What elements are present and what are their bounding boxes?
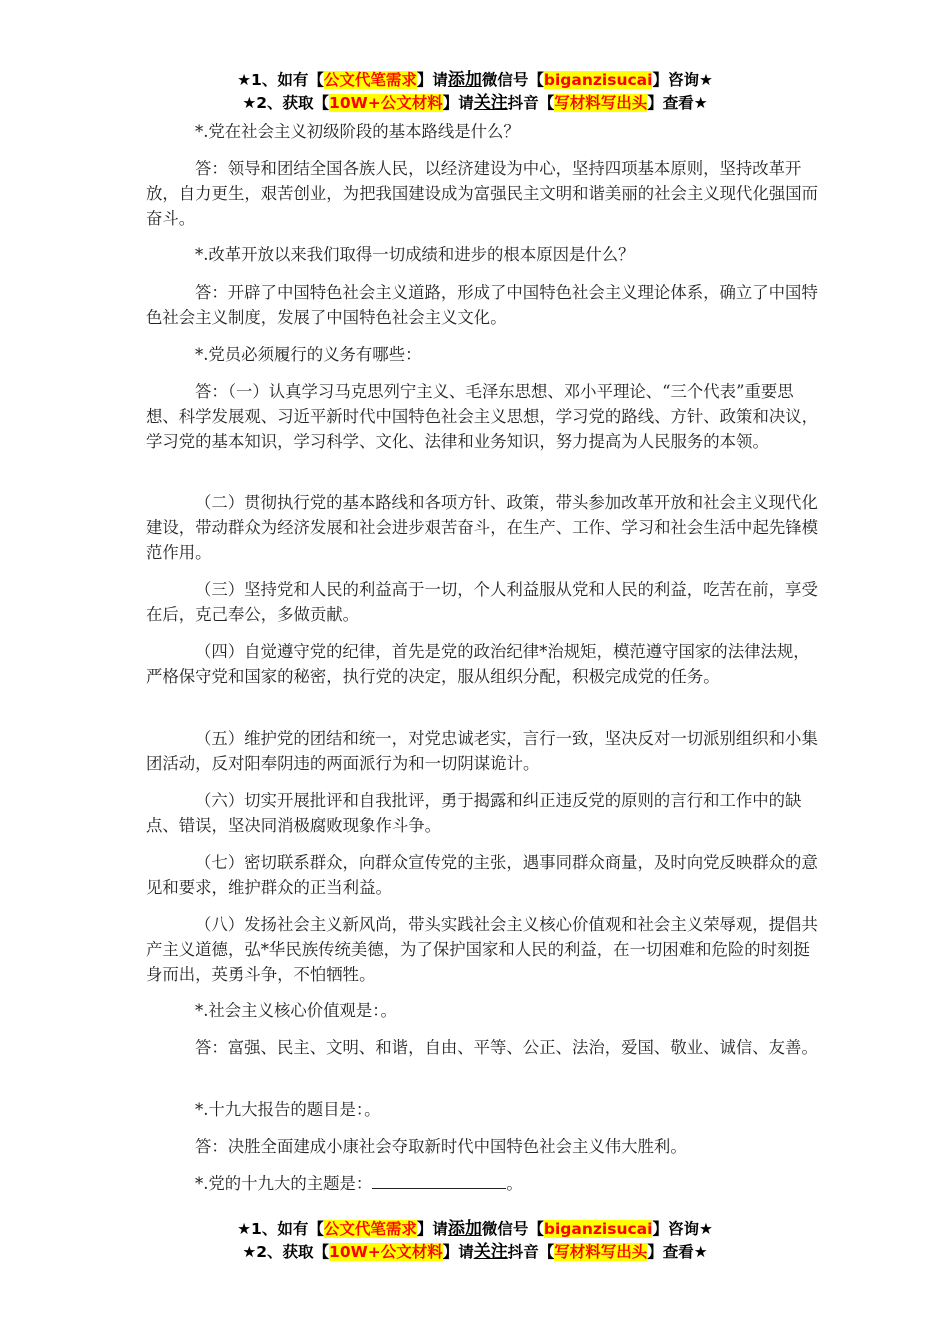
question-paragraph: *.党员必须履行的义务有哪些： (195, 345, 422, 364)
star-icon: ★ (242, 1243, 257, 1261)
question-paragraph: *.改革开放以来我们取得一切成绩和进步的根本原因是什么？ (195, 245, 635, 264)
answer-paragraph: 答：领导和团结全国各族人民，以经济建设为中心，坚持四项基本原则，坚持改革开放，自力更生，艰苦创业，为把我国建设成为富强民主文明和谐美丽的社会主义现代化强国而奋斗。 (146, 159, 819, 228)
highlight-wechat-id: biganzisucai (543, 1220, 653, 1238)
answer-paragraph: 答：开辟了中国特色社会主义道路，形成了中国特色社会主义理论体系，确立了中国特色社会主义制度，发展了中国特色社会主义文化。 (146, 283, 818, 327)
answer-paragraph: 答：富强、民主、文明、和谐，自由、平等、公正、法治，爱国、敬业、诚信、友善。 (195, 1038, 818, 1057)
star-icon: ★ (237, 1220, 252, 1238)
bottom-banner (0, 1218, 950, 1264)
answer-paragraph: 答：（一）认真学习马克思列宁主义、毛泽东思想、邓小平理论、“三个代表”重要思想、科学发展观、习近平新时代中国特色社会主义思想，学习党的路线、方针、政策和决议，学习党的基本知识，学习科学、文化、法律和业务知识，努力提高为人民服务的本领。 (146, 382, 819, 451)
star-icon: ★ (237, 71, 252, 89)
banner-line-1: ★1、如有【公文代笔需求】请添加微信号【biganzisucai】咨询★ (237, 70, 713, 90)
list-paragraph: （七）密切联系群众，向群众宣传党的主张，遇事同群众商量，及时向党反映群众的意见和要求，维护群众的正当利益。 (146, 853, 818, 897)
highlight-service: 公文代笔需求 (323, 71, 417, 89)
highlight-douyin: 写材料写出头 (554, 94, 648, 112)
banner-line-2: ★2、获取【10W+公文材料】请关注抖音【写材料写出头】查看★ (242, 93, 708, 113)
list-paragraph: （六）切实开展批评和自我批评，勇于揭露和纠正违反党的原则的言行和工作中的缺点、错误，坚决同消极腐败现象作斗争。 (146, 791, 802, 835)
top-banner (0, 69, 950, 115)
banner-line-1: ★1、如有【公文代笔需求】请添加微信号【biganzisucai】咨询★ (237, 1219, 713, 1239)
list-paragraph: （五）维护党的团结和统一，对党忠诚老实，言行一致，坚决反对一切派别组织和小集团活动，反对阳奉阴违的两面派行为和一切阴谋诡计。 (146, 729, 818, 773)
highlight-douyin: 写材料写出头 (554, 1243, 648, 1261)
highlight-materials: 10W+公文材料 (329, 1243, 443, 1261)
list-paragraph: （二）贯彻执行党的基本路线和各项方针、政策，带头参加改革开放和社会主义现代化建设，带动群众为经济发展和社会进步艰苦奋斗，在生产、工作、学习和社会生活中起先锋模范作用。 (146, 493, 819, 562)
question-paragraph: *.社会主义核心价值观是：。 (195, 1001, 397, 1020)
banner-line-2: ★2、获取【10W+公文材料】请关注抖音【写材料写出头】查看★ (242, 1242, 708, 1262)
question-paragraph: *.党的十九大的主题是： 。 (195, 1174, 523, 1193)
list-paragraph: （四）自觉遵守党的纪律，首先是党的政治纪律*治规矩，模范遵守国家的法律法规，严格保守党和国家的秘密，执行党的决定，服从组织分配，积极完成党的任务。 (146, 642, 810, 686)
list-paragraph: （八）发扬社会主义新风尚，带头实践社会主义核心价值观和社会主义荣辱观，提倡共产主义道德，弘*华民族传统美德，为了保护国家和人民的利益，在一切困难和危险的时刻挺身而出，英勇斗争，不怕牺牲。 (146, 915, 818, 984)
star-icon: ★ (242, 94, 257, 112)
question-paragraph: *.十九大报告的题目是：。 (195, 1100, 381, 1119)
question-paragraph: *.党在社会主义初级阶段的基本路线是什么？ (195, 122, 520, 141)
highlight-wechat-id: biganzisucai (543, 71, 653, 89)
highlight-materials: 10W+公文材料 (329, 94, 443, 112)
answer-paragraph: 答：决胜全面建成小康社会夺取新时代中国特色社会主义伟大胜利。 (195, 1137, 687, 1156)
fill-in-blank (372, 1172, 506, 1189)
list-paragraph: （三）坚持党和人民的利益高于一切，个人利益服从党和人民的利益，吃苦在前，享受在后，克己奉公，多做贡献。 (146, 580, 818, 624)
highlight-service: 公文代笔需求 (323, 1220, 417, 1238)
